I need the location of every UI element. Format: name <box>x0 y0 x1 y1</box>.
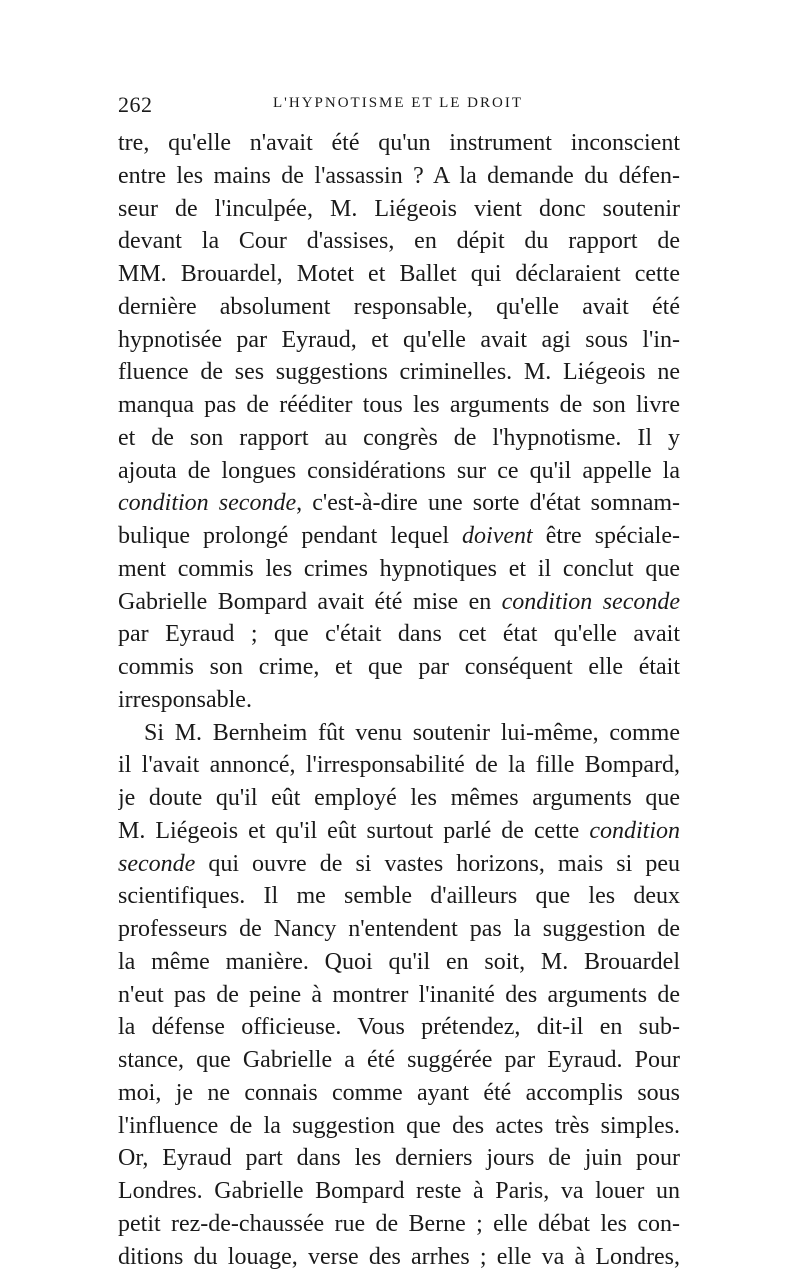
text-line: et de son rapport au congrès de l'hypnotisme. Il y <box>118 422 680 455</box>
text-line: manqua pas de rééditer tous les arguments de son livre <box>118 389 680 422</box>
text-line <box>118 487 680 520</box>
text-line: tre, qu'elle n'avait été qu'un instrument inconscient <box>118 127 680 160</box>
text-fragment: M. Liégeois et qu'il eût surtout parlé de cette <box>118 818 589 844</box>
text-line: stance, que Gabrielle a été suggérée par Eyraud. Pour <box>118 1044 680 1077</box>
text-line: l'influence de la suggestion que des actes très simples. <box>118 1110 680 1143</box>
text-line: seur de l'inculpée, M. Liégeois vient donc soutenir <box>118 193 680 226</box>
text-line: professeurs de Nancy n'entendent pas la suggestion de <box>118 913 680 946</box>
text-line: ment commis les crimes hypnotiques et il conclut que <box>118 553 680 586</box>
italic-term: condition <box>589 818 680 844</box>
text-fragment: Gabrielle Bompard avait été mise en <box>118 589 502 615</box>
text-fragment: être spéciale- <box>533 523 680 549</box>
text-fragment: qui ouvre de si vastes horizons, mais si peu <box>195 851 680 877</box>
text-line <box>118 848 680 881</box>
text-line: je doute qu'il eût employé les mêmes arguments que <box>118 782 680 815</box>
text-line: petit rez-de-chaussée rue de Berne ; elle débat les con- <box>118 1208 680 1241</box>
text-line: irresponsable. <box>118 684 680 717</box>
text-line: fluence de ses suggestions criminelles. M. Liégeois ne <box>118 356 680 389</box>
text-line: Or, Eyraud part dans les derniers jours de juin pour <box>118 1142 680 1175</box>
text-line: entre les mains de l'assassin ? A la demande du défen- <box>118 160 680 193</box>
text-line: la même manière. Quoi qu'il en soit, M. Brouardel <box>118 946 680 979</box>
running-head <box>118 92 680 116</box>
text-line: hypnotisée par Eyraud, et qu'elle avait agi sous l'in- <box>118 324 680 357</box>
page-number: 262 <box>118 92 153 118</box>
italic-term: doivent <box>462 523 533 549</box>
text-line: Si M. Bernheim fût venu soutenir lui-même, comme <box>118 717 680 750</box>
body-text <box>118 127 680 1273</box>
running-title: L'HYPNOTISME ET LE DROIT <box>273 95 523 112</box>
text-fragment: , c'est-à-dire une sorte d'état somnam- <box>296 490 680 516</box>
text-line: scientifiques. Il me semble d'ailleurs que les deux <box>118 880 680 913</box>
text-line <box>118 586 680 619</box>
text-line: ajouta de longues considérations sur ce qu'il appelle la <box>118 455 680 488</box>
text-line: la défense officieuse. Vous prétendez, dit-il en sub- <box>118 1011 680 1044</box>
text-line: ditions du louage, verse des arrhes ; elle va à Londres, <box>118 1241 680 1273</box>
text-line: n'eut pas de peine à montrer l'inanité des arguments de <box>118 979 680 1012</box>
text-line: il l'avait annoncé, l'irresponsabilité de la fille Bompard, <box>118 749 680 782</box>
italic-term: condition seconde <box>118 490 296 516</box>
italic-term: condition seconde <box>502 589 680 615</box>
text-line: dernière absolument responsable, qu'elle avait été <box>118 291 680 324</box>
text-fragment: bulique prolongé pendant lequel <box>118 523 462 549</box>
text-line: Londres. Gabrielle Bompard reste à Paris, va louer un <box>118 1175 680 1208</box>
text-line: devant la Cour d'assises, en dépit du rapport de <box>118 225 680 258</box>
text-line: par Eyraud ; que c'était dans cet état qu'elle avait <box>118 618 680 651</box>
text-line: moi, je ne connais comme ayant été accomplis sous <box>118 1077 680 1110</box>
text-line <box>118 815 680 848</box>
text-line <box>118 520 680 553</box>
text-line: MM. Brouardel, Motet et Ballet qui déclaraient cette <box>118 258 680 291</box>
italic-term: seconde <box>118 851 195 877</box>
text-line: commis son crime, et que par conséquent elle était <box>118 651 680 684</box>
